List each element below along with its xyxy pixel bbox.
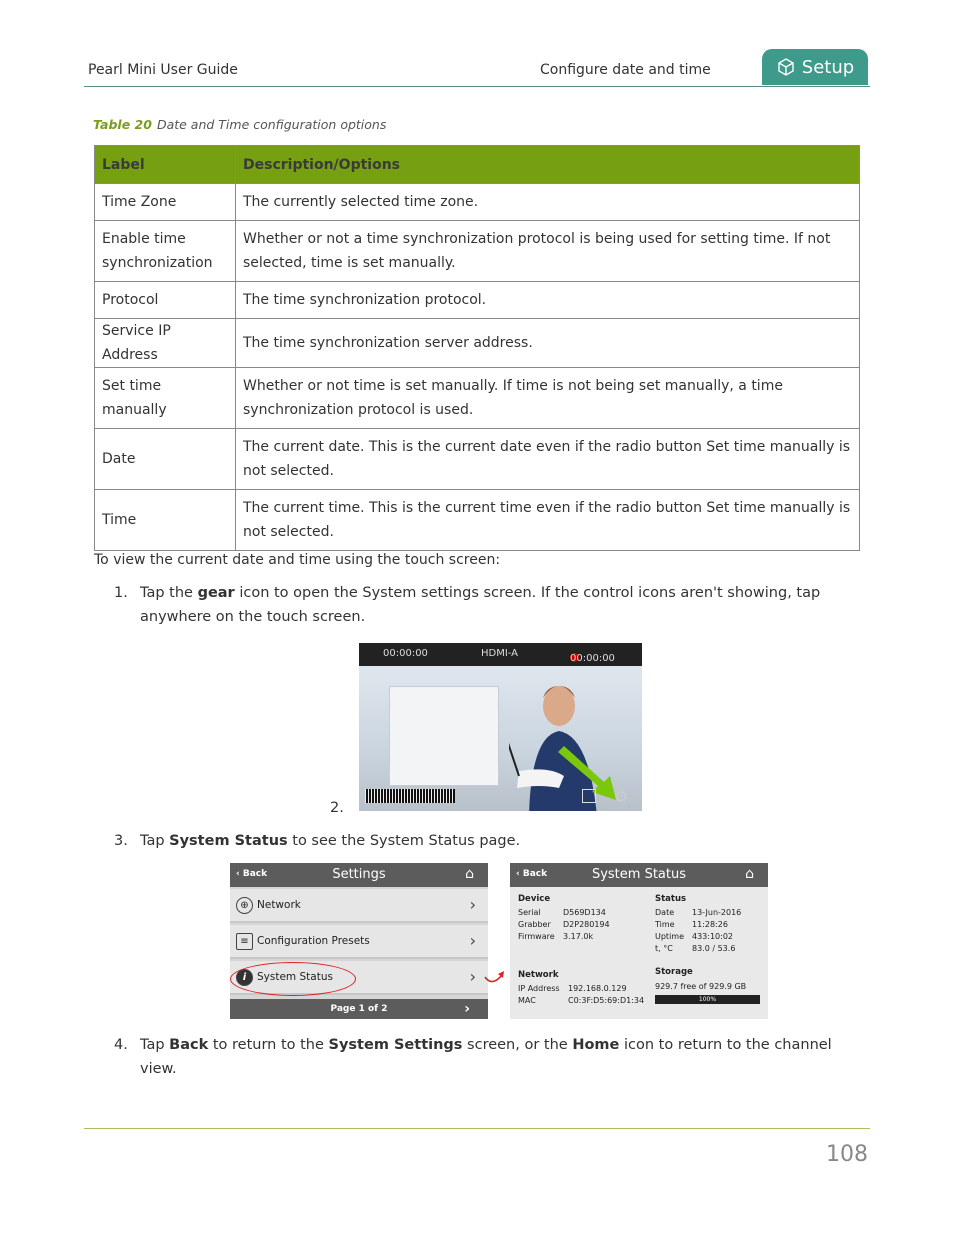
column-header: Description/Options [236, 146, 860, 184]
menu-item-label: Configuration Presets [257, 935, 370, 947]
row-description: The current date. This is the current date even if the radio button Set time manually is not selected. [236, 429, 860, 490]
network-value: 192.168.0.129 [568, 984, 627, 993]
settings-screen [230, 863, 488, 1019]
row-label: Service IP Address [95, 319, 236, 368]
step-emphasis: System Status [169, 833, 288, 849]
table-row [95, 184, 860, 221]
step-text: to return to the [208, 1037, 329, 1053]
table-row [95, 282, 860, 319]
settings-topbar [230, 863, 488, 887]
audio-meter [365, 789, 455, 803]
row-label: Enable time synchronization [95, 221, 236, 282]
step-text: icon to open the System settings screen. If the control icons aren't showing, tap anywhere on the touch screen. [140, 585, 821, 625]
back-button[interactable]: ‹ Back [236, 869, 268, 879]
home-icon[interactable]: ⌂ [465, 866, 474, 882]
row-label: Time Zone [95, 184, 236, 221]
intro-paragraph: To view the current date and time using the touch screen: [94, 552, 501, 568]
step-emphasis: System Settings [328, 1037, 463, 1053]
back-label: Back [242, 869, 268, 879]
status-topbar [510, 863, 768, 887]
table-caption-label: Table 20 [93, 117, 152, 132]
step-text: Tap the [140, 585, 198, 601]
back-label: Back [522, 869, 548, 879]
step-text: Tap [140, 1037, 170, 1053]
step-number: 3. [114, 833, 128, 849]
step-text: to see the System Status page. [287, 833, 521, 849]
page-indicator: Page 1 of 2 [330, 1004, 388, 1014]
globe-icon: ⊕ [236, 897, 253, 914]
page-number: 108 [826, 1142, 868, 1167]
pagination-bar [230, 999, 488, 1019]
status-body [510, 887, 768, 1019]
sliders-icon: ≡ [236, 933, 253, 950]
step-emphasis: Back [169, 1037, 209, 1053]
table-row [95, 490, 860, 551]
step-text: Tap [140, 833, 170, 849]
chevron-right-icon: › [469, 895, 476, 914]
info-icon: i [236, 969, 253, 986]
network-value: C0:3F:D5:69:D1:34 [568, 996, 645, 1005]
status-title: System Status [591, 867, 687, 882]
row-description: The currently selected time zone. [236, 184, 860, 221]
status-value: 11:28:26 [692, 920, 728, 929]
step-4 [114, 1033, 864, 1081]
row-description: The time synchronization protocol. [236, 282, 860, 319]
menu-item-network[interactable] [230, 889, 488, 923]
section-title: Configure date and time [540, 62, 711, 78]
device-key: Grabber [518, 920, 551, 929]
options-table [94, 145, 860, 551]
row-label: Date [95, 429, 236, 490]
status-value: 13-Jun-2016 [692, 908, 742, 917]
step-1 [114, 581, 864, 629]
setup-tab[interactable] [762, 49, 868, 85]
grid-icon[interactable] [582, 789, 596, 803]
video-status-bar [359, 643, 642, 666]
row-label: Protocol [95, 282, 236, 319]
step-emphasis: gear [197, 585, 235, 601]
back-button[interactable]: ‹ Back [516, 869, 548, 879]
step-number: 4. [114, 1037, 128, 1053]
next-page-icon[interactable]: › [464, 1001, 470, 1017]
gear-icon[interactable]: ⚙ [614, 787, 629, 806]
row-description: Whether or not time is set manually. If time is not being set manually, a time synchronization protocol is used. [236, 368, 860, 429]
guide-title: Pearl Mini User Guide [88, 62, 238, 78]
source-label: HDMI-A [481, 648, 519, 659]
table-row [95, 368, 860, 429]
header-divider [84, 86, 870, 87]
column-header: Label [95, 146, 236, 184]
row-label: Set time manually [95, 368, 236, 429]
cube-icon [776, 57, 796, 77]
storage-heading: Storage [655, 967, 693, 977]
table-row [95, 429, 860, 490]
menu-item-configuration-presets[interactable] [230, 925, 488, 959]
chevron-right-icon: › [469, 967, 476, 986]
status-value: 433:10:02 [692, 932, 734, 941]
row-description: The current time. This is the current time even if the radio button Set time manually is not selected. [236, 490, 860, 551]
table-header-row [95, 146, 860, 184]
row-description: Whether or not a time synchronization protocol is being used for setting time. If not selected, time is set manually. [236, 221, 860, 282]
device-key: Firmware [518, 932, 555, 941]
settings-title: Settings [332, 867, 386, 882]
row-description: The time synchronization server address. [236, 319, 860, 368]
step-emphasis: Home [572, 1037, 620, 1053]
storage-bar: 100% [655, 995, 760, 1004]
step-text: icon to return to the channel view. [140, 1037, 832, 1077]
network-key: IP Address [518, 984, 560, 993]
system-status-screen [510, 863, 768, 1019]
presentation-screen [389, 686, 499, 786]
channel-view-screenshot [359, 643, 642, 811]
status-key: t, °C [655, 944, 673, 953]
menu-item-label: System Status [257, 971, 333, 983]
chevron-right-icon: › [469, 931, 476, 950]
step-text: screen, or the [462, 1037, 573, 1053]
home-icon[interactable]: ⌂ [745, 866, 754, 882]
timer-right: 00:00:00 [570, 653, 615, 664]
table-caption [93, 117, 386, 132]
footer-divider [84, 1128, 870, 1129]
device-heading: Device [518, 894, 551, 904]
step-number: 1. [114, 585, 128, 601]
setup-tab-label: Setup [801, 56, 855, 78]
device-value: 3.17.0k [563, 932, 594, 941]
device-value: D2P280194 [563, 920, 610, 929]
status-key: Uptime [655, 932, 685, 941]
table-row [95, 319, 860, 368]
network-heading: Network [518, 970, 559, 980]
red-arrow-icon [482, 965, 508, 987]
menu-item-label: Network [257, 899, 301, 911]
status-heading: Status [655, 894, 687, 904]
step-number: 2. [330, 800, 344, 816]
step-3 [114, 829, 864, 853]
table-row [95, 221, 860, 282]
table-caption-text: Date and Time configuration options [156, 117, 387, 132]
network-key: MAC [518, 996, 536, 1005]
storage-text: 929.7 free of 929.9 GB [655, 982, 747, 991]
timer-left: 00:00:00 [383, 648, 428, 659]
device-key: Serial [518, 908, 541, 917]
device-value: D569D134 [563, 908, 606, 917]
highlight-circle [230, 962, 356, 996]
status-key: Time [655, 920, 675, 929]
status-key: Date [655, 908, 675, 917]
status-value: 83.0 / 53.6 [692, 944, 736, 953]
row-label: Time [95, 490, 236, 551]
